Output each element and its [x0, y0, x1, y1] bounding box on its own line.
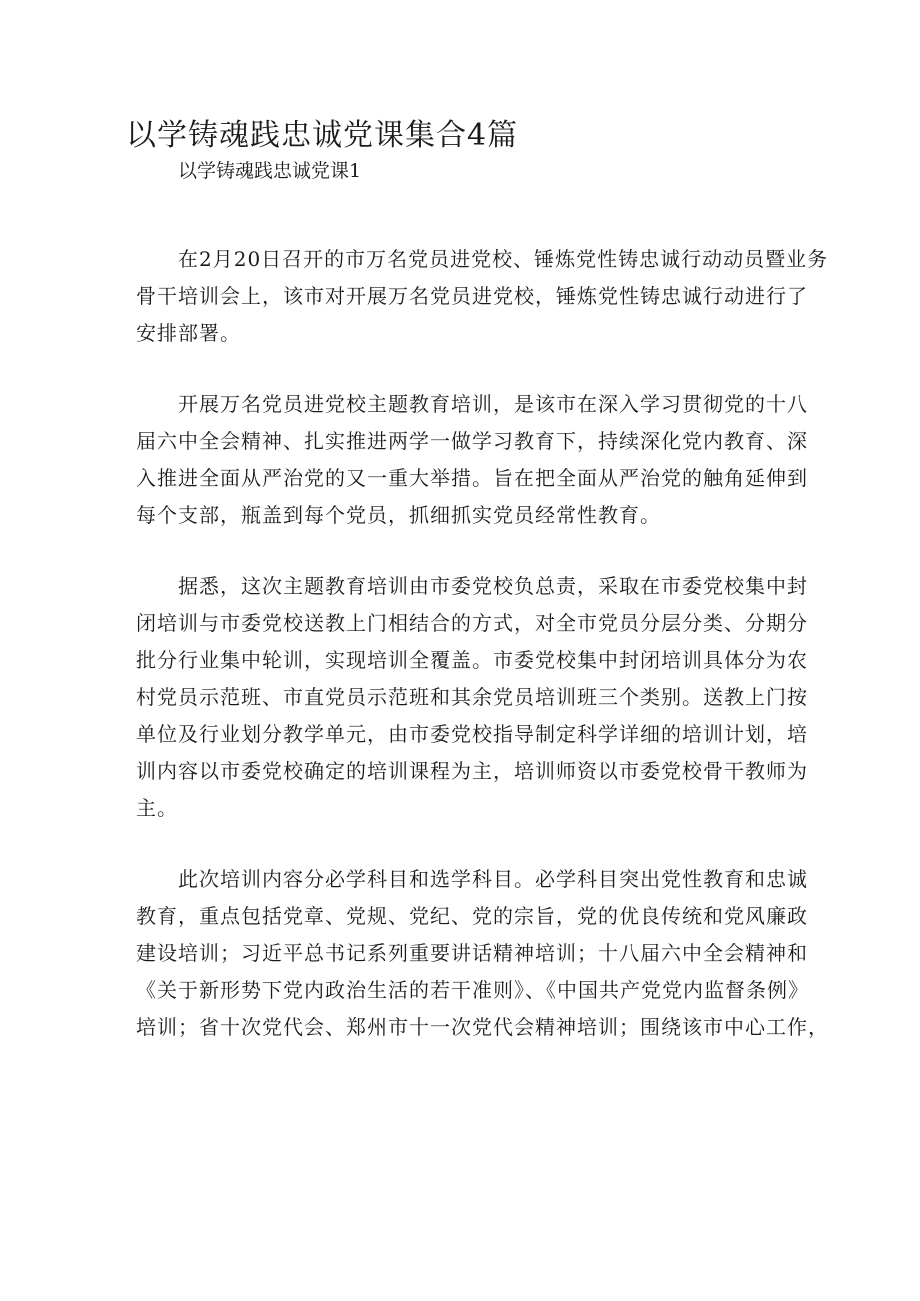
body-paragraph: [136, 241, 829, 352]
paragraph-line: 此次培训内容分必学科目和选学科目。必学科目突出党性教育和忠诚: [178, 867, 808, 891]
paragraph-line: 教育，重点包括党章、党规、党纪、党的宗旨，党的优良传统和党风廉政: [136, 904, 808, 928]
paragraph-line: 届六中全会精神、扎实推进两学一做学习教育下，持续深化党内教育、深: [136, 429, 808, 453]
paragraph-line: 开展万名党员进党校主题教育培训，是该市在深入学习贯彻党的十八: [178, 392, 808, 416]
paragraph-line: 安排部署。: [136, 321, 241, 345]
paragraph-line: 批分行业集中轮训，实现培训全覆盖。市委党校集中封闭培训具体分为农: [136, 648, 808, 672]
body-paragraph: [136, 568, 808, 827]
paragraph-line: 村党员示范班、市直党员示范班和其余党员培训班三个类别。送教上门按: [136, 685, 808, 709]
body-paragraph: [136, 861, 829, 1046]
paragraph-line: 《关于新形势下党内政治生活的若干准则》、《中国共产党党内监督条例》: [136, 978, 809, 1002]
document-body: [136, 241, 829, 1080]
paragraph-line: 入推进全面从严治党的又一重大举措。旨在把全面从严治党的触角延伸到: [136, 466, 808, 490]
body-paragraph: [136, 386, 808, 534]
paragraph-line: 单位及行业划分教学单元，由市委党校指导制定科学详细的培训计划，培: [136, 722, 808, 746]
paragraph-line: 在2月20日召开的市万名党员进党校、锤炼党性铸忠诚行动动员暨业务: [178, 247, 829, 271]
paragraph-line: 闭培训与市委党校送教上门相结合的方式，对全市党员分层分类、分期分: [136, 611, 808, 635]
paragraph-line: 据悉，这次主题教育培训由市委党校负总责，采取在市委党校集中封: [178, 574, 808, 598]
document-subtitle: 以学铸魂践忠诚党课1: [178, 160, 362, 182]
paragraph-line: 训内容以市委党校确定的培训课程为主，培训师资以市委党校骨干教师为: [136, 759, 808, 783]
paragraph-line: 每个支部，瓶盖到每个党员，抓细抓实党员经常性教育。: [136, 503, 661, 527]
paragraph-line: 主。: [136, 796, 178, 820]
paragraph-line: 骨干培训会上，该市对开展万名党员进党校，锤炼党性铸忠诚行动进行了: [136, 284, 808, 308]
paragraph-line: 建设培训；习近平总书记系列重要讲话精神培训；十八届六中全会精神和: [136, 941, 808, 965]
document-title: 以学铸魂践忠诚党课集合4篇: [126, 118, 519, 153]
paragraph-line: 培训；省十次党代会、郑州市十一次党代会精神培训；围绕该市中心工作，: [136, 1015, 829, 1039]
